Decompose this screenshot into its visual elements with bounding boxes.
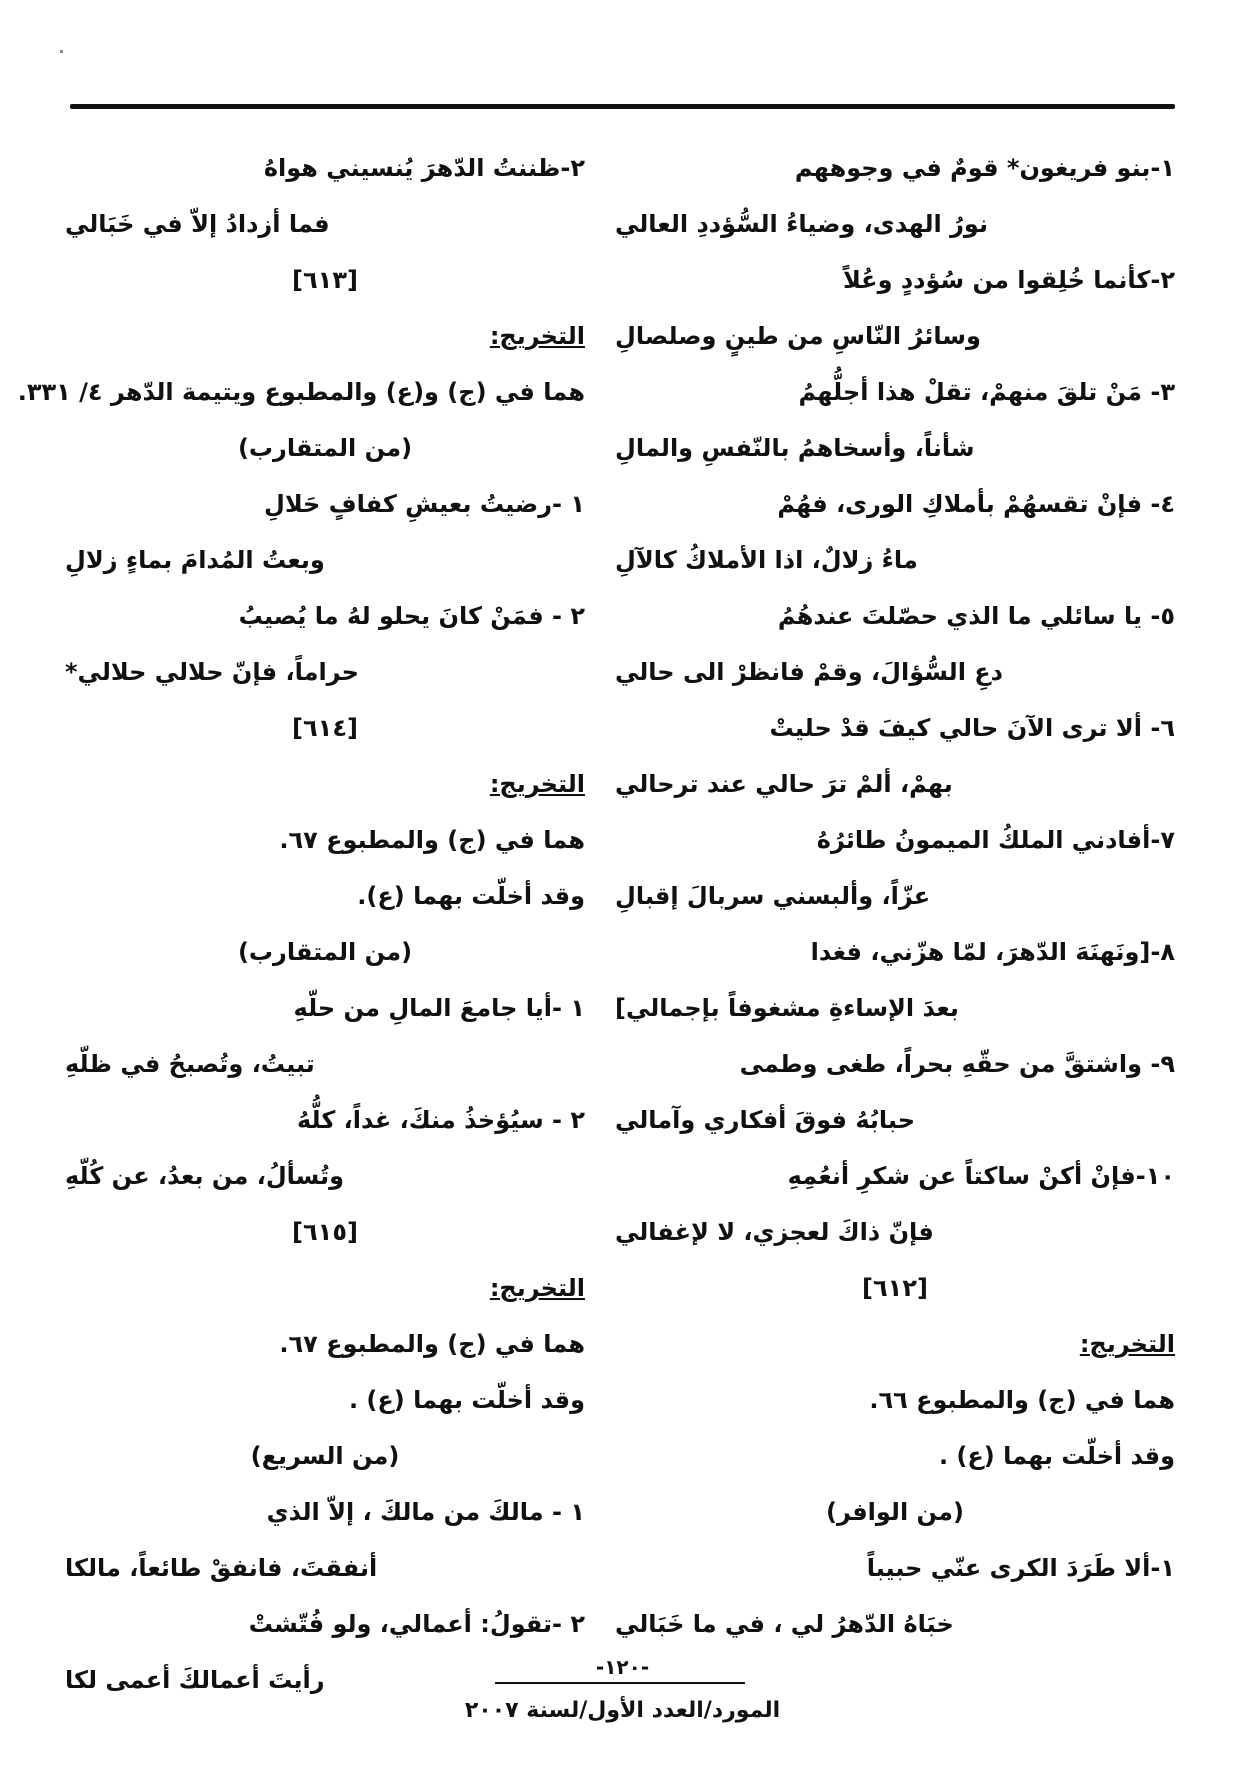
scan-speck [60,50,63,53]
verse-line-first: ٣- مَنْ تلقَ منهمْ، تقلْ هذا أجلُّهمُ [798,378,1175,406]
verse-line-first: ٢ -تقولُ: أعمالي، ولو فُتّشتْ [248,1610,585,1638]
verse-line-second: حراماً، فإنّ حلالي حلالي* [65,658,359,686]
verse-line-first: ١ -رضيتُ بعيشِ كفافٍ حَلالِ [264,490,585,518]
verse-line-first: ٢-ظننتُ الدّهرَ يُنسيني هواهُ [263,154,585,182]
takhrij-heading: التخريج: [489,770,585,798]
page-number: -١٢٠- [595,1655,650,1679]
meter-label: (من المتقارب) [237,938,413,966]
verse-line-first: ١ - مالكَ من مالكَ ، إلاّ الذي [266,1498,585,1526]
takhrij-heading: التخريج: [1079,1330,1175,1358]
verse-line-first: ٦- ألا ترى الآنَ حالي كيفَ قدْ حليتْ [769,714,1175,742]
meter-label: (من الوافر) [826,1498,964,1526]
verse-line-first: هما في (ج) والمطبوع ٦٦. [869,1386,1175,1414]
poem-number: [٦١٣] [292,266,358,294]
verse-line-second: بعدَ الإساءةِ مشغوفاً بإجمالي] [615,994,959,1022]
verse-line-first: هما في (ج) والمطبوع ٦٧. [279,1330,585,1358]
verse-line-second: وبعتُ المُدامَ بماءٍ زلالِ [65,546,325,574]
takhrij-heading: التخريج: [489,322,585,350]
verse-line-second: تبيتُ، وتُصبحُ في ظلّهِ [65,1050,315,1078]
verse-line-first: ٨-[ونَهنَهَ الدّهرَ، لمّا هزّني، فغدا [810,938,1175,966]
verse-line-second: ماءُ زلالٌ، اذا الأملاكُ كالآلِ [615,546,918,574]
header-rule [70,104,1175,109]
verse-line-first: ٢ - سيُؤخذُ منكَ، غداً، كلُّهُ [296,1106,585,1134]
verse-line-first: هما في (ج) و(ع) والمطبوع ويتيمة الدّهر ٤/ ٣٣١. [17,378,585,406]
verse-line-first: ٩- واشتقَّ من حقّهِ بحراً، طغى وطمى [739,1050,1175,1078]
verse-line-first: ١-ألا طَرَدَ الكرى عنّي حبيباً [866,1554,1175,1582]
verse-line-second: حبابُهُ فوقَ أفكاري وآمالي [615,1106,915,1134]
right-column [615,140,1175,1652]
verse-line-second: فإنّ ذاكَ لعجزي، لا لإغفالي [615,1218,934,1246]
verse-line-first: وقد أخلّت بهما (ع). [357,882,585,910]
poem-number: [٦١٢] [862,1274,928,1302]
verse-line-second: رأيتَ أعمالكَ أعمى لكا [65,1666,325,1694]
verse-line-first: ٢ - فمَنْ كانَ يحلو لهُ ما يُصيبُ [238,602,585,630]
verse-line-first: ١ -أيا جامعَ المالِ من حلّهِ [293,994,585,1022]
meter-label: (من المتقارب) [237,434,413,462]
verse-line-first: ١-بنو فريغون* قومٌ في وجوههم [794,154,1175,182]
verse-line-second: دعِ السُّؤالَ، وقمْ فانظرْ الى حالي [615,658,1003,686]
footer-rule [495,1682,745,1684]
meter-label: (من السريع) [250,1442,400,1470]
takhrij-heading: التخريج: [489,1274,585,1302]
verse-line-second: خبَاهُ الدّهرُ لي ، في ما خَبَالي [615,1610,954,1638]
poem-number: [٦١٤] [292,714,358,742]
journal-citation: المورد/العدد الأول/لسنة ٢٠٠٧ [464,1698,781,1723]
poem-number: [٦١٥] [292,1218,358,1246]
verse-line-first: وقد أخلّت بهما (ع) . [348,1386,585,1414]
verse-line-second: نورُ الهدى، وضياءُ السُّؤددِ العالي [615,210,988,238]
verse-line-first: وقد أخلّت بهما (ع) . [938,1442,1175,1470]
verse-line-second: أنفقتَ، فانفقْ طائعاً، مالكا [65,1554,378,1582]
verse-line-first: ٥- يا سائلي ما الذي حصّلتَ عندهُمُ [777,602,1175,630]
verse-line-first: ٧-أفادني الملكُ الميمونُ طائرُهُ [816,826,1175,854]
verse-line-first: هما في (ج) والمطبوع ٦٧. [279,826,585,854]
verse-line-first: ١٠-فإنْ أكنْ ساكتاً عن شكرِ أنعُمِهِ [787,1162,1175,1190]
verse-line-second: فما أزدادُ إلاّ في خَبَالي [65,210,330,238]
verse-line-second: شأناً، وأسخاهمُ بالنّفسِ والمالِ [615,434,975,462]
verse-line-second: وتُسألُ، من بعدُ، عن كُلّهِ [65,1162,345,1190]
left-column [17,140,585,1708]
verse-line-first: ٤- فإنْ تقسهُمْ بأملاكِ الورى، فهُمْ [777,490,1175,518]
verse-line-second: وسائرُ النّاسِ من طينٍ وصلصالِ [615,322,981,350]
verse-line-second: عزّاً، وألبسني سربالَ إقبالِ [615,882,931,910]
verse-line-first: ٢-كأنما خُلِقوا من سُؤددٍ وعُلاً [842,266,1175,294]
verse-line-second: بهمْ، ألمْ ترَ حالي عند ترحالي [615,770,953,798]
